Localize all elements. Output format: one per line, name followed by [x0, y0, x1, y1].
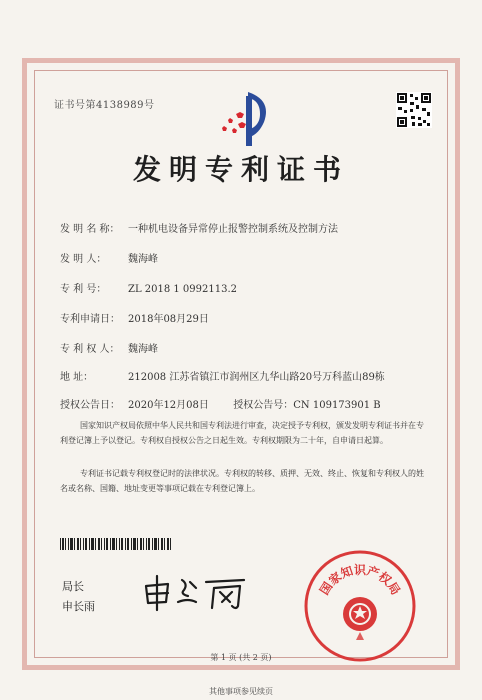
invention-name-row: [60, 220, 338, 235]
handwritten-signature: [140, 572, 250, 612]
address-row: [60, 368, 385, 383]
address-value: 212008 江苏省镇江市润州区九华山路20号万科蓝山89栋: [128, 372, 385, 383]
barcode: [60, 538, 172, 550]
official-seal: [302, 548, 418, 664]
grant-pub-number-value: CN 109173901 B: [293, 400, 381, 411]
qr-code: [396, 92, 432, 128]
grant-info-row: [60, 396, 381, 411]
star-icon: [228, 118, 233, 123]
signatory-title: 局长: [62, 580, 84, 593]
inventor-value: 魏海峰: [128, 254, 158, 265]
seal-text: 国家知识产权局: [317, 563, 403, 598]
patentee-row: [60, 340, 158, 355]
patent-office-logo: [204, 82, 276, 154]
filing-date-row: [60, 310, 209, 325]
star-icon: [222, 126, 227, 131]
invention-name-label: 发 明 名 称：: [60, 224, 120, 235]
star-icon: [236, 112, 244, 118]
address-label: 地 址：: [60, 372, 94, 383]
patent-number-value: ZL 2018 1 0992113.2: [128, 284, 238, 295]
star-icon: [232, 128, 237, 133]
invention-name-value: 一种机电设备异常停止报警控制系统及控制方法: [128, 224, 338, 235]
grant-pub-number-label: 授权公告号：: [233, 400, 294, 411]
footer-note: 其他事项参见续页: [209, 687, 273, 696]
star-icon: [238, 122, 246, 128]
inventor-label: 发 明 人：: [60, 254, 107, 265]
page-title: 发明专利证书: [132, 153, 349, 186]
signatory-name: 申长雨: [62, 600, 95, 613]
grant-date-label: 授权公告日：: [60, 400, 120, 411]
patentee-label: 专 利 权 人：: [60, 344, 120, 355]
legal-status-note: 专利证书记载专利权登记时的法律状况。专利权的转移、质押、无效、终止、恢复和专利权人的姓名或名称、国籍、地址变更等事项记载在专利登记簿上。: [60, 469, 424, 493]
filing-date-label: 专利申请日：: [60, 314, 120, 325]
filing-date-value: 2018年08月29日: [128, 314, 209, 325]
inventor-row: [60, 250, 158, 265]
patent-number-row: [60, 280, 237, 295]
grant-statement: 国家知识产权局依照中华人民共和国专利法进行审查，决定授予专利权，颁发发明专利证书并在专利登记簿上予以登记。专利权自授权公告之日起生效。专利权期限为二十年，自申请日起算。: [60, 421, 424, 445]
svg-text:国家知识产权局: [317, 562, 403, 597]
patentee-value: 魏海峰: [128, 344, 158, 355]
certificate-number: 证书号第4138989号: [54, 100, 155, 111]
page-number: 第 1 页 (共 2 页): [210, 653, 272, 662]
grant-date-value: 2020年12月08日: [128, 400, 209, 411]
patent-number-label: 专 利 号：: [60, 284, 107, 295]
